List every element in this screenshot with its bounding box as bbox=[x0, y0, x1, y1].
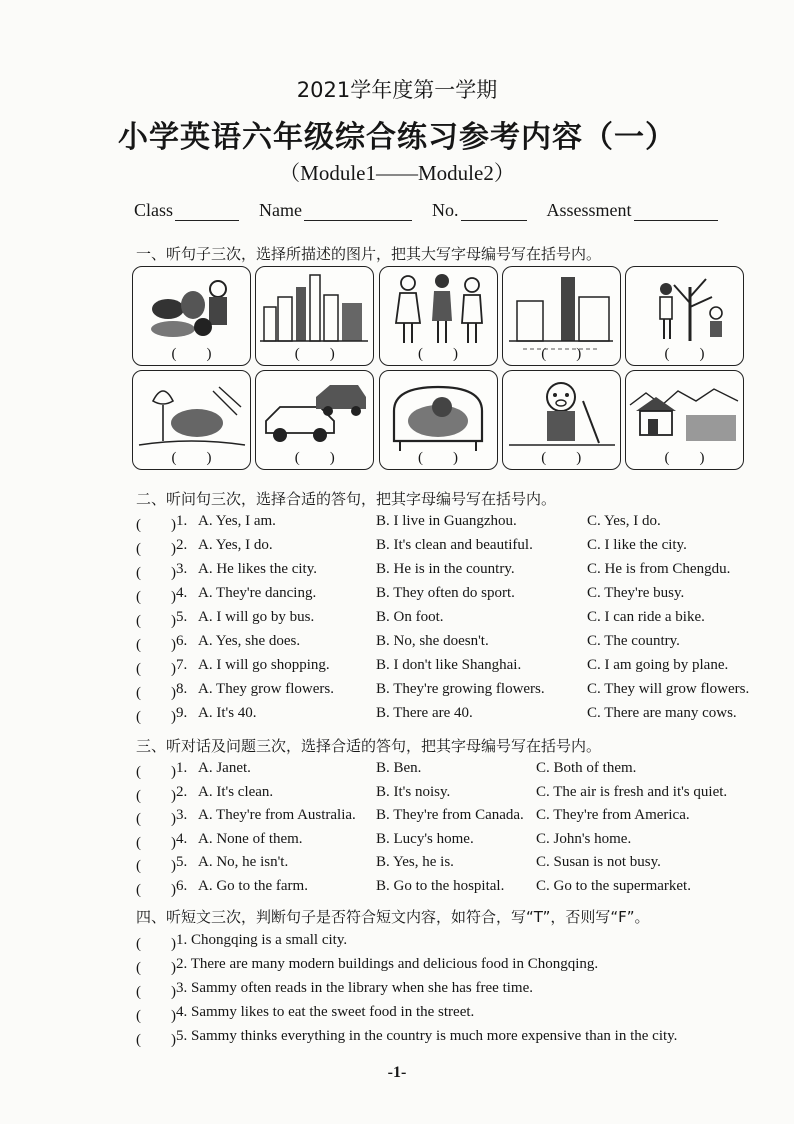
question-number: 5. bbox=[176, 854, 188, 871]
picture-farmhouse bbox=[625, 370, 744, 470]
option-a: A. Janet. bbox=[198, 760, 251, 776]
picture-row-1 bbox=[132, 266, 744, 366]
answer-blank[interactable]: ( ) bbox=[136, 936, 176, 952]
answer-blank[interactable]: ( ) bbox=[136, 709, 176, 725]
answer-blank[interactable]: ( ) bbox=[136, 685, 176, 701]
picture-sofa-girl bbox=[379, 370, 498, 470]
class-blank[interactable] bbox=[175, 202, 239, 221]
section-3-title: 三、听对话及问题三次，选择合适的答句，把其字母编号写在括号内。 bbox=[136, 737, 602, 755]
picture-answer-blank[interactable]: ( ) bbox=[664, 450, 705, 466]
option-b: B. They're growing flowers. bbox=[376, 681, 545, 697]
option-c: C. Go to the supermarket. bbox=[536, 878, 691, 894]
option-b: B. On foot. bbox=[376, 609, 444, 625]
picture-city-street bbox=[502, 266, 621, 366]
option-a: A. It's clean. bbox=[198, 783, 274, 800]
picture-answer-blank[interactable]: ( ) bbox=[541, 346, 582, 362]
option-a: A. It's 40. bbox=[198, 705, 257, 721]
option-a: A. Yes, I am. bbox=[198, 513, 276, 529]
assessment-label: Assessment bbox=[546, 200, 632, 220]
term-heading: 2021学年度第一学期 bbox=[296, 78, 498, 102]
picture-city-skyline bbox=[255, 266, 374, 366]
answer-blank[interactable]: ( ) bbox=[136, 858, 176, 875]
option-a: A. I will go by bus. bbox=[198, 609, 315, 625]
question-number: 5. bbox=[176, 609, 188, 625]
question-number: 6. bbox=[176, 633, 188, 649]
question-number: 6. bbox=[176, 878, 188, 894]
option-c: C. He is from Chengdu. bbox=[587, 561, 731, 577]
question-number: 1. bbox=[176, 513, 188, 529]
option-b: B. They're from Canada. bbox=[376, 807, 524, 824]
picture-row-2 bbox=[132, 370, 744, 470]
option-b: B. Lucy's home. bbox=[376, 830, 474, 847]
option-a: A. Yes, I do. bbox=[198, 537, 273, 553]
option-c: C. John's home. bbox=[536, 830, 632, 847]
picture-grid bbox=[132, 266, 744, 474]
section-4-title: 四、听短文三次，判断句子是否符合短文内容，如符合，写“T”，否则写“F”。 bbox=[136, 908, 650, 926]
option-c: C. The air is fresh and it's quiet. bbox=[536, 783, 728, 800]
option-a: A. I will go shopping. bbox=[198, 657, 330, 673]
option-b: B. It's clean and beautiful. bbox=[376, 537, 533, 553]
answer-blank[interactable]: ( ) bbox=[136, 1008, 176, 1024]
picture-answer-blank[interactable]: ( ) bbox=[418, 346, 458, 362]
picture-family-animals bbox=[132, 266, 251, 366]
picture-answer-blank[interactable]: ( ) bbox=[664, 346, 705, 362]
statement-text: 2. There are many modern buildings and delicious food in Chongqing. bbox=[176, 956, 599, 972]
question-number: 3. bbox=[176, 807, 188, 824]
option-a: A. They're dancing. bbox=[198, 585, 317, 601]
picture-answer-blank[interactable]: ( ) bbox=[541, 450, 582, 466]
option-b: B. Go to the hospital. bbox=[376, 878, 505, 894]
picture-traffic-cars bbox=[255, 370, 374, 470]
picture-lotus-pond bbox=[132, 370, 251, 470]
option-b: B. I don't like Shanghai. bbox=[376, 657, 522, 673]
name-blank[interactable] bbox=[304, 202, 412, 221]
answer-blank[interactable]: ( ) bbox=[136, 960, 176, 976]
option-b: B. There are 40. bbox=[376, 705, 473, 721]
option-b: B. Yes, he is. bbox=[376, 854, 454, 871]
answer-blank[interactable]: ( ) bbox=[136, 764, 176, 780]
picture-children-tree bbox=[625, 266, 744, 366]
option-a: A. Go to the farm. bbox=[198, 878, 308, 894]
option-c: C. There are many cows. bbox=[587, 705, 737, 721]
option-b: B. No, she doesn't. bbox=[376, 633, 489, 649]
option-c: C. They're from America. bbox=[536, 807, 690, 824]
assessment-field[interactable] bbox=[547, 200, 718, 221]
question-number: 7. bbox=[176, 657, 188, 673]
name-field[interactable] bbox=[259, 200, 412, 221]
picture-three-people bbox=[379, 266, 498, 366]
option-c: C. Susan is not busy. bbox=[536, 854, 661, 871]
option-c: C. Both of them. bbox=[536, 760, 637, 776]
picture-answer-blank[interactable]: ( ) bbox=[171, 450, 212, 466]
answer-blank[interactable]: ( ) bbox=[136, 882, 176, 898]
option-a: A. They're from Australia. bbox=[198, 807, 356, 824]
picture-answer-blank[interactable]: ( ) bbox=[171, 346, 212, 362]
option-b: B. I live in Guangzhou. bbox=[376, 513, 517, 529]
question-number: 3. bbox=[176, 561, 188, 577]
option-c: C. The country. bbox=[587, 633, 680, 649]
question-number: 2. bbox=[176, 537, 188, 553]
number-field[interactable] bbox=[432, 200, 527, 221]
section-1-title: 一、听句子三次，选择所描述的图片，把其大写字母编号写在括号内。 bbox=[136, 245, 602, 263]
option-a: A. None of them. bbox=[198, 830, 303, 847]
option-b: B. It's noisy. bbox=[376, 783, 451, 800]
option-a: A. No, he isn't. bbox=[198, 854, 289, 871]
picture-farmer-pig bbox=[502, 370, 621, 470]
answer-blank[interactable]: ( ) bbox=[136, 541, 176, 557]
option-a: A. They grow flowers. bbox=[198, 681, 334, 697]
option-b: B. Ben. bbox=[376, 760, 422, 776]
option-b: B. They often do sport. bbox=[376, 585, 515, 601]
number-label: No. bbox=[432, 200, 459, 220]
question-number: 4. bbox=[176, 830, 188, 847]
option-b: B. He is in the country. bbox=[376, 561, 515, 577]
assessment-blank[interactable] bbox=[634, 202, 718, 221]
option-c: C. They're busy. bbox=[587, 585, 685, 601]
answer-blank[interactable]: ( ) bbox=[136, 787, 176, 804]
picture-answer-blank[interactable]: ( ) bbox=[294, 450, 335, 466]
option-a: A. He likes the city. bbox=[198, 561, 317, 577]
question-number: 8. bbox=[176, 681, 188, 697]
option-c: C. I like the city. bbox=[587, 537, 687, 553]
number-blank[interactable] bbox=[461, 202, 527, 221]
answer-blank[interactable]: ( ) bbox=[136, 984, 176, 1000]
question-number: 2. bbox=[176, 783, 188, 800]
class-field[interactable] bbox=[134, 200, 239, 221]
statement-text: 3. Sammy often reads in the library when she has free time. bbox=[176, 980, 533, 996]
answer-blank[interactable]: ( ) bbox=[136, 589, 176, 605]
worksheet-title: 小学英语六年级综合练习参考内容（一） bbox=[118, 120, 676, 155]
answer-blank[interactable]: ( ) bbox=[136, 613, 176, 629]
option-c: C. They will grow flowers. bbox=[587, 681, 750, 697]
statement-text: 5. Sammy thinks everything in the country is much more expensive than in the city. bbox=[176, 1028, 678, 1044]
page-number: -1- bbox=[387, 1064, 407, 1081]
answer-blank[interactable]: ( ) bbox=[136, 811, 176, 828]
answer-blank[interactable]: ( ) bbox=[136, 834, 176, 851]
name-label: Name bbox=[259, 200, 302, 220]
answer-blank[interactable]: ( ) bbox=[136, 661, 176, 677]
student-info-row bbox=[134, 200, 754, 221]
class-label: Class bbox=[134, 200, 174, 220]
statement-text: 4. Sammy likes to eat the sweet food in the street. bbox=[176, 1004, 475, 1020]
option-c: C. I can ride a bike. bbox=[587, 609, 705, 625]
picture-answer-blank[interactable]: ( ) bbox=[294, 346, 335, 362]
answer-blank[interactable]: ( ) bbox=[136, 1032, 176, 1048]
option-c: C. I am going by plane. bbox=[587, 657, 729, 673]
question-number: 4. bbox=[176, 585, 188, 601]
option-a: A. Yes, she does. bbox=[198, 633, 301, 649]
picture-answer-blank[interactable]: ( ) bbox=[418, 450, 458, 466]
section-2-title: 二、听问句三次，选择合适的答句，把其字母编号写在括号内。 bbox=[136, 490, 557, 508]
option-c: C. Yes, I do. bbox=[587, 513, 661, 529]
module-range: （Module1——Module2） bbox=[279, 161, 515, 185]
question-number: 1. bbox=[176, 760, 188, 776]
statement-text: 1. Chongqing is a small city. bbox=[176, 932, 348, 948]
answer-blank[interactable]: ( ) bbox=[136, 637, 176, 653]
answer-blank[interactable]: ( ) bbox=[136, 517, 176, 533]
question-number: 9. bbox=[176, 705, 188, 721]
answer-blank[interactable]: ( ) bbox=[136, 565, 176, 581]
